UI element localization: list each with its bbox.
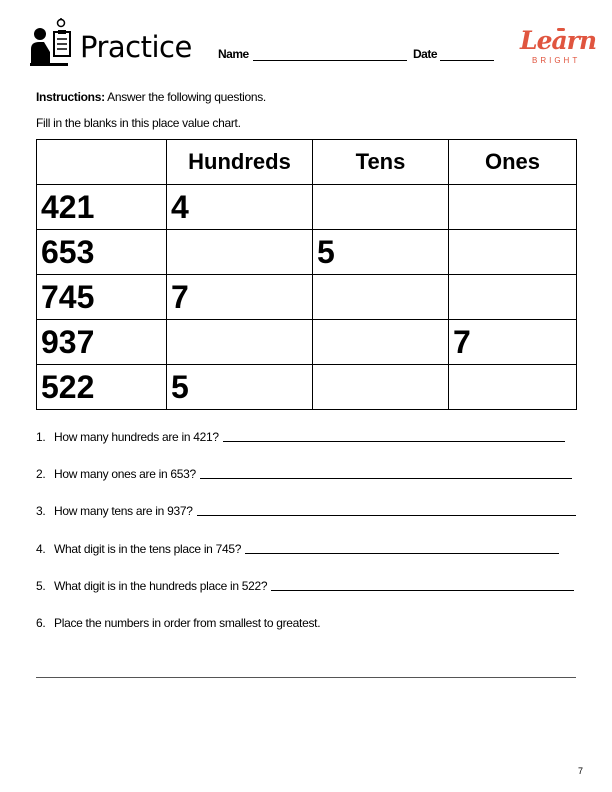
answer-field[interactable]: [271, 590, 574, 591]
hundreds-cell[interactable]: 5: [167, 365, 313, 410]
hundreds-cell[interactable]: [167, 320, 313, 365]
question-number: 1.: [36, 430, 46, 444]
header-number: [37, 140, 167, 185]
teacher-clipboard-icon: [30, 18, 74, 72]
row-number: 937: [37, 320, 167, 365]
question-number: 2.: [36, 467, 46, 481]
tens-cell[interactable]: [313, 275, 449, 320]
name-label: Name: [218, 47, 249, 61]
tens-cell[interactable]: [313, 320, 449, 365]
question-number: 6.: [36, 616, 46, 630]
table-row: [37, 365, 577, 410]
table-row: [37, 320, 577, 365]
instructions: [36, 90, 266, 104]
answer-field-6[interactable]: [36, 677, 576, 678]
question-2: [36, 467, 572, 481]
question-text: What digit is in the tens place in 745?: [54, 542, 242, 556]
chart-intro: Fill in the blanks in this place value chart.: [36, 116, 241, 130]
learn-bright-logo: [516, 26, 597, 68]
table-header-row: [37, 140, 577, 185]
question-text: How many ones are in 653?: [54, 467, 196, 481]
question-5: [36, 579, 574, 593]
hundreds-cell[interactable]: 7: [167, 275, 313, 320]
page-number: 7: [578, 766, 584, 776]
answer-field[interactable]: [245, 553, 559, 554]
instructions-text: Answer the following questions.: [104, 90, 266, 104]
header-hundreds: Hundreds: [167, 140, 313, 185]
table-row: [37, 185, 577, 230]
question-1: [36, 430, 565, 444]
ones-cell[interactable]: [449, 185, 577, 230]
question-text: How many hundreds are in 421?: [54, 430, 219, 444]
question-text: What digit is in the hundreds place in 522?: [54, 579, 268, 593]
question-6: [36, 616, 320, 630]
date-field[interactable]: [440, 60, 494, 61]
table-row: [37, 230, 577, 275]
table-row: [37, 275, 577, 320]
question-number: 5.: [36, 579, 46, 593]
header-tens: Tens: [313, 140, 449, 185]
tens-cell[interactable]: [313, 185, 449, 230]
logo-word: Learn: [520, 26, 597, 55]
hundreds-cell[interactable]: [167, 230, 313, 275]
ones-cell[interactable]: [449, 230, 577, 275]
question-4: [36, 542, 559, 556]
question-3: [36, 504, 576, 518]
page-title: Practice: [80, 30, 192, 64]
header-ones: Ones: [449, 140, 577, 185]
tens-cell[interactable]: [313, 365, 449, 410]
hundreds-cell[interactable]: 4: [167, 185, 313, 230]
question-text: How many tens are in 937?: [54, 504, 193, 518]
question-number: 4.: [36, 542, 46, 556]
ones-cell[interactable]: 7: [449, 320, 577, 365]
logo-subtitle: BRIGHT: [532, 56, 581, 65]
answer-field[interactable]: [223, 441, 565, 442]
answer-field[interactable]: [200, 478, 572, 479]
instructions-label: Instructions:: [36, 90, 105, 104]
tens-cell[interactable]: 5: [313, 230, 449, 275]
question-number: 3.: [36, 504, 46, 518]
row-number: 421: [37, 185, 167, 230]
question-text: Place the numbers in order from smallest to greatest.: [54, 616, 321, 630]
ones-cell[interactable]: [449, 275, 577, 320]
row-number: 653: [37, 230, 167, 275]
date-label: Date: [413, 47, 438, 61]
name-field[interactable]: [253, 60, 407, 61]
row-number: 522: [37, 365, 167, 410]
ones-cell[interactable]: [449, 365, 577, 410]
answer-field[interactable]: [197, 515, 576, 516]
row-number: 745: [37, 275, 167, 320]
place-value-table: [36, 139, 577, 410]
